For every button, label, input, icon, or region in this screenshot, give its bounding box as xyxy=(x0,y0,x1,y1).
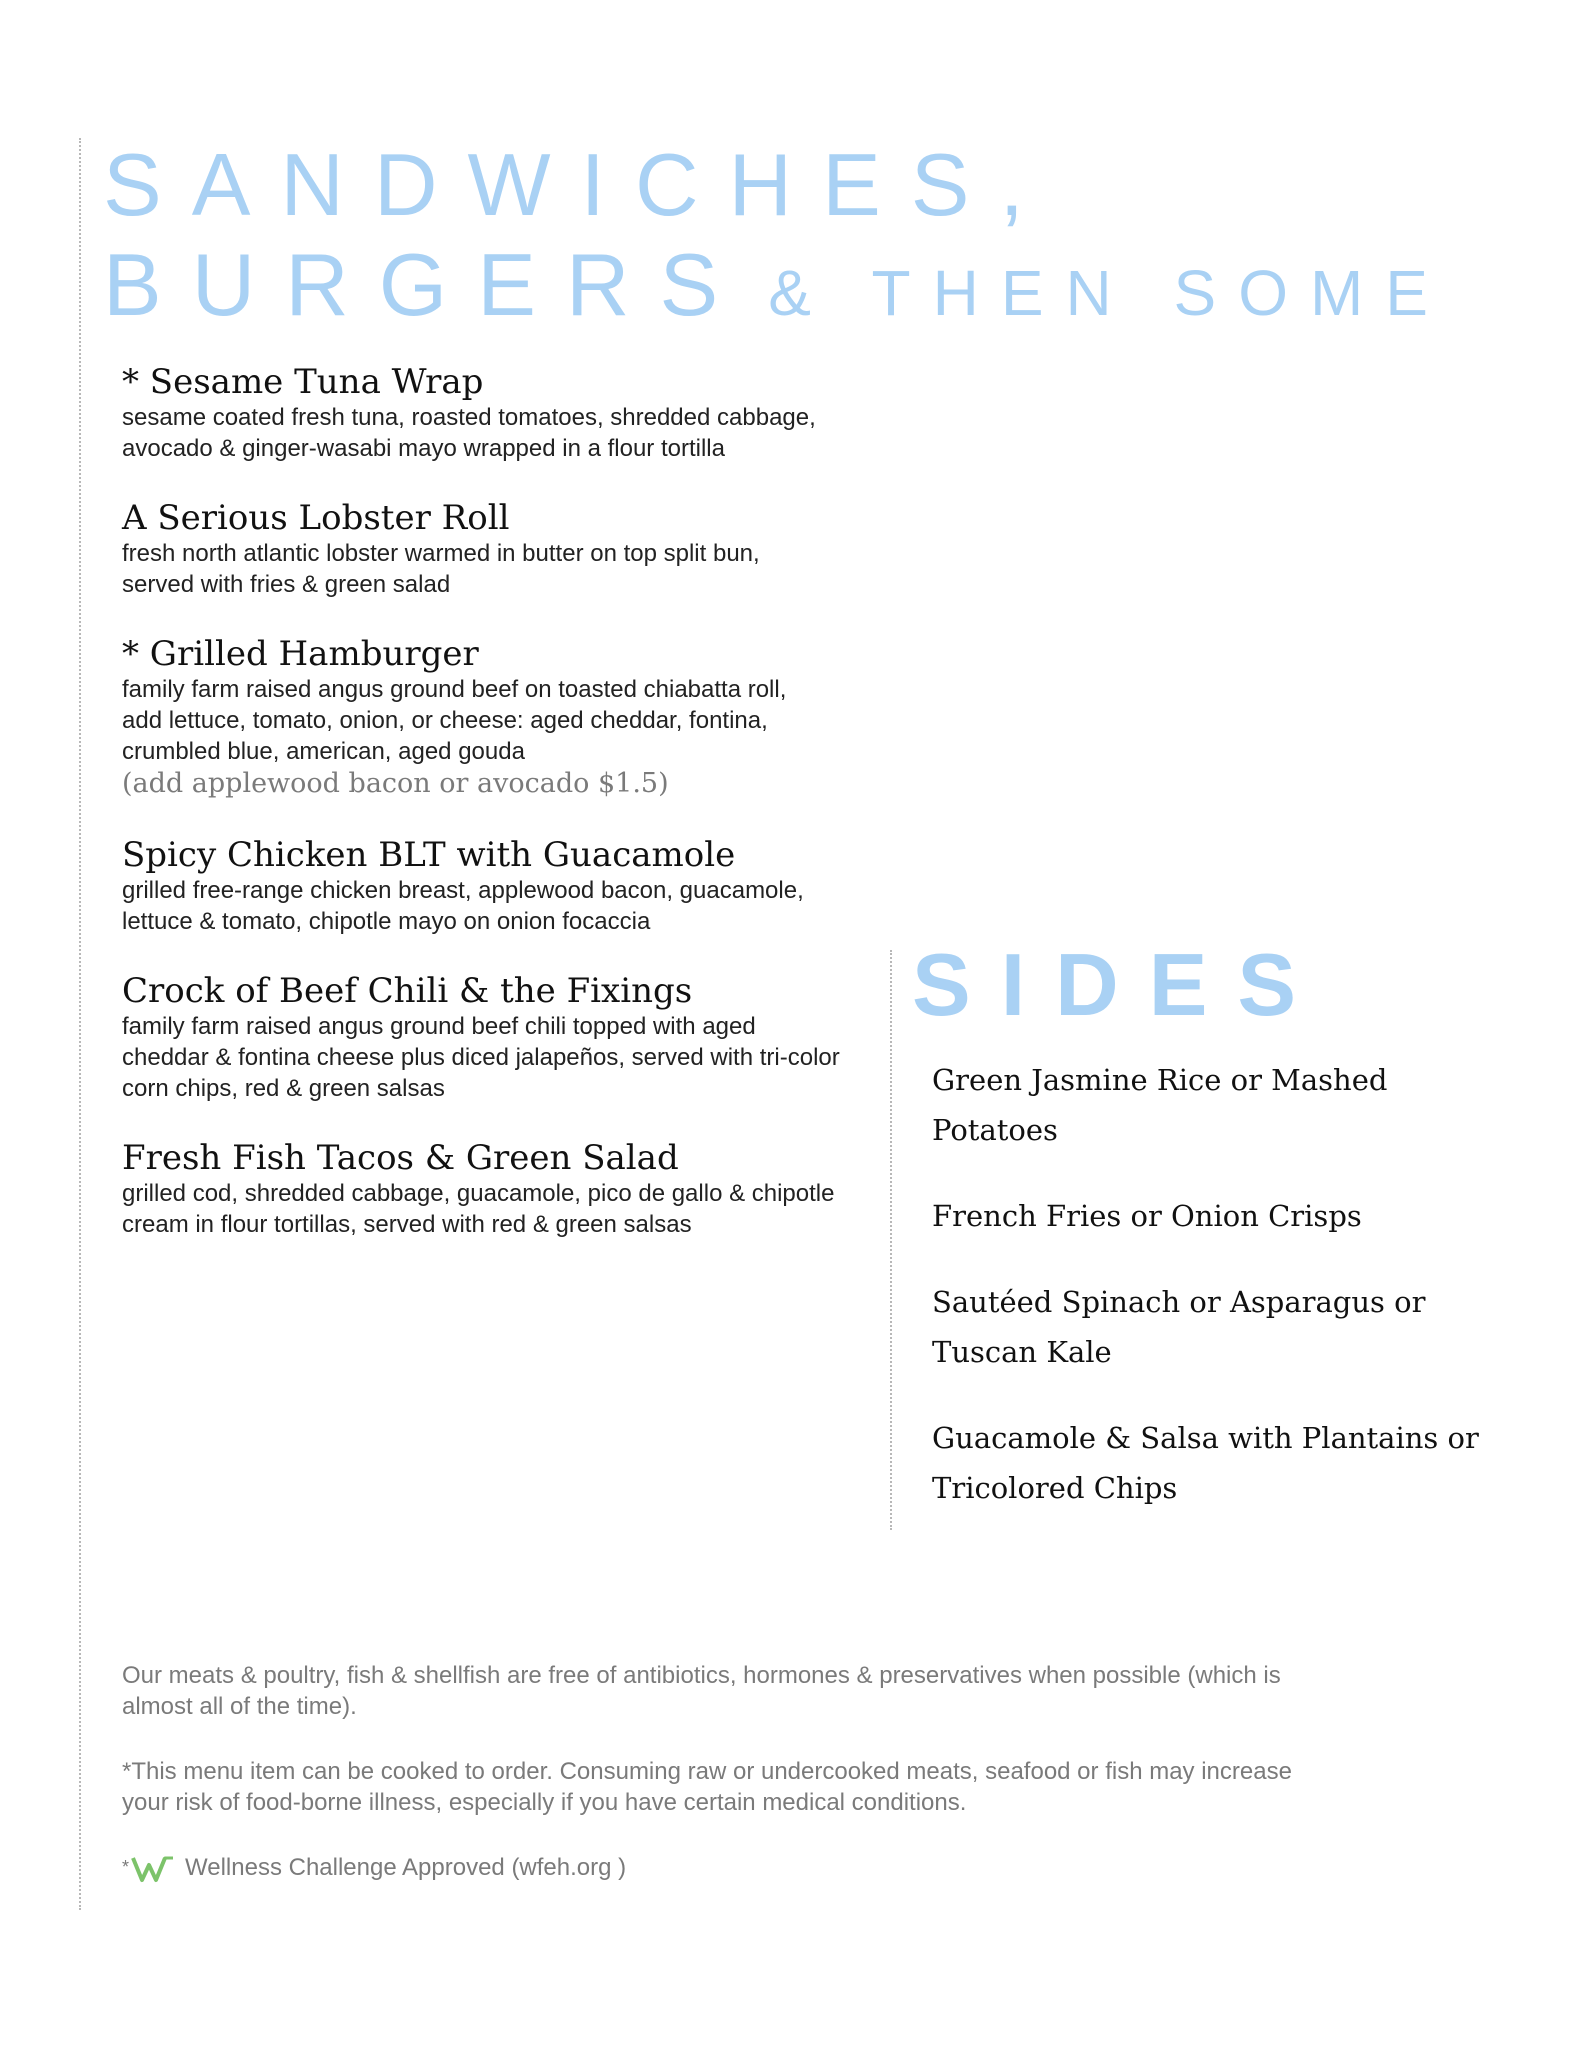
item-name: Crock of Beef Chili & the Fixings xyxy=(122,971,693,1011)
item-desc-line: family farm raised angus ground beef on toasted chiabatta roll, xyxy=(122,676,787,703)
item-desc-line: grilled free-range chicken breast, applewood bacon, guacamole, xyxy=(122,877,804,904)
menu-item xyxy=(122,971,902,1104)
item-desc-line: cheddar & fontina cheese plus diced jalapeños, served with tri-color xyxy=(122,1044,840,1071)
menu-item xyxy=(122,1138,902,1240)
menu-item xyxy=(122,362,902,464)
item-desc-line: add lettuce, tomato, onion, or cheese: aged cheddar, fontina, xyxy=(122,707,768,734)
sides-list xyxy=(932,1055,1532,1549)
menu-items xyxy=(122,362,902,1274)
w-logo-icon xyxy=(131,1855,175,1883)
menu-item xyxy=(122,634,902,801)
sourcing-note: Our meats & poultry, fish & shellfish are free of antibiotics, hormones & preservatives when possible (which is almost all of the time). xyxy=(122,1662,1281,1720)
item-name: Fresh Fish Tacos & Green Salad xyxy=(122,1138,679,1178)
item-desc-line: lettuce & tomato, chipotle mayo on onion focaccia xyxy=(122,908,651,935)
wellness-asterisk: * xyxy=(122,1857,130,1877)
side-item: Guacamole & Salsa with Plantains or Tricolored Chips xyxy=(932,1421,1479,1505)
item-desc-line: cream in flour tortillas, served with red & green salsas xyxy=(122,1211,692,1238)
wellness-note xyxy=(122,1852,1422,1883)
page-title-then-some: & THEN SOME xyxy=(768,257,1450,329)
cooked-to-order-note: *This menu item can be cooked to order. Consuming raw or undercooked meats, seafood or fish may increase your risk of food-borne illness, especially if you have certain medical conditions. xyxy=(122,1758,1292,1816)
side-item: Sautéed Spinach or Asparagus or Tuscan Kale xyxy=(932,1285,1426,1369)
page-title-line2 xyxy=(103,230,1450,348)
item-desc-line: avocado & ginger-wasabi mayo wrapped in a flour tortilla xyxy=(122,435,725,462)
item-desc-line: family farm raised angus ground beef chili topped with aged xyxy=(122,1013,756,1040)
item-addon: (add applewood bacon or avocado $1.5) xyxy=(122,768,669,799)
footer-notes xyxy=(122,1660,1422,1917)
item-desc-line: grilled cod, shredded cabbage, guacamole, pico de gallo & chipotle xyxy=(122,1180,835,1207)
item-desc-line: crumbled blue, american, aged gouda xyxy=(122,738,525,765)
item-desc-line: fresh north atlantic lobster warmed in butter on top split bun, xyxy=(122,540,760,567)
item-desc-line: served with fries & green salad xyxy=(122,571,451,598)
wellness-text: Wellness Challenge Approved (wfeh.org ) xyxy=(185,1854,627,1881)
menu-item xyxy=(122,835,902,937)
page-title-burgers: BURGERS xyxy=(103,235,749,334)
menu-item xyxy=(122,498,902,600)
item-name: * Sesame Tuna Wrap xyxy=(122,362,484,402)
side-item: Green Jasmine Rice or Mashed Potatoes xyxy=(932,1063,1388,1147)
item-desc-line: sesame coated fresh tuna, roasted tomatoes, shredded cabbage, xyxy=(122,404,816,431)
item-name: Spicy Chicken BLT with Guacamole xyxy=(122,835,736,875)
left-divider xyxy=(79,138,81,1910)
page-title-line1: SANDWICHES, xyxy=(103,135,1054,234)
item-name: A Serious Lobster Roll xyxy=(122,498,510,538)
side-item: French Fries or Onion Crisps xyxy=(932,1199,1362,1233)
item-name: * Grilled Hamburger xyxy=(122,634,479,674)
item-desc-line: corn chips, red & green salsas xyxy=(122,1075,445,1102)
sides-title: SIDES xyxy=(912,935,1327,1034)
